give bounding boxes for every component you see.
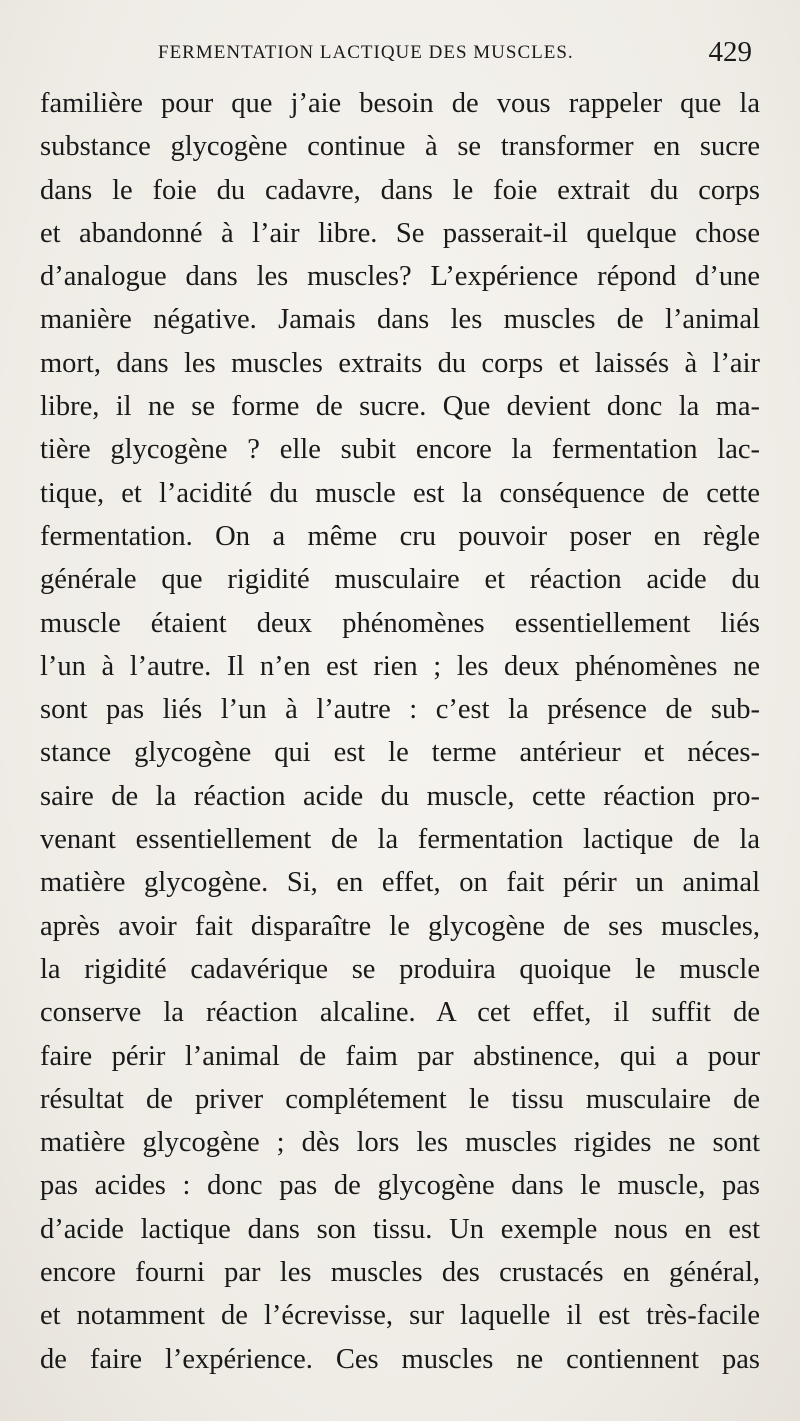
running-title: FERMENTATION LACTIQUE DES MUSCLES. — [158, 42, 574, 63]
text-line: la rigidité cadavérique se produira quoique le muscle — [40, 953, 760, 985]
text-line: venant essentiellement de la fermentation lactique de la — [40, 824, 760, 856]
text-line: fermentation. On a même cru pouvoir poser en règle — [40, 520, 760, 552]
running-head — [40, 36, 760, 72]
text-line: mort, dans les muscles extraits du corps et laissés à l’air — [40, 347, 760, 379]
text-line: et abandonné à l’air libre. Se passerait-il quelque chose — [40, 217, 760, 249]
text-line: de faire l’expérience. Ces muscles ne contiennent pas — [40, 1343, 760, 1375]
text-line: sont pas liés l’un à l’autre : c’est la présence de sub- — [40, 694, 760, 726]
text-line: résultat de priver complétement le tissu musculaire de — [40, 1083, 760, 1115]
text-line: l’un à l’autre. Il n’en est rien ; les deux phénomènes ne — [40, 650, 760, 682]
text-line: faire périr l’animal de faim par abstinence, qui a pour — [40, 1040, 760, 1072]
text-line: encore fourni par les muscles des crustacés en général, — [40, 1257, 760, 1289]
text-line: tique, et l’acidité du muscle est la conséquence de cette — [40, 477, 760, 509]
text-line: manière négative. Jamais dans les muscles de l’animal — [40, 304, 760, 336]
body-text — [40, 82, 760, 1381]
text-line: muscle étaient deux phénomènes essentiellement liés — [40, 607, 760, 639]
text-line: pas acides : donc pas de glycogène dans le muscle, pas — [40, 1170, 760, 1202]
text-line: générale que rigidité musculaire et réaction acide du — [40, 564, 760, 596]
text-line: tière glycogène ? elle subit encore la fermentation lac- — [40, 434, 760, 466]
text-line: libre, il ne se forme de sucre. Que devient donc la ma- — [40, 391, 760, 423]
text-line: d’acide lactique dans son tissu. Un exemple nous en est — [40, 1213, 760, 1245]
text-line: stance glycogène qui est le terme antérieur et néces- — [40, 737, 760, 769]
text-line: d’analogue dans les muscles? L’expérience répond d’une — [40, 261, 760, 293]
text-line: après avoir fait disparaître le glycogène de ses muscles, — [40, 910, 760, 942]
text-line: familière pour que j’aie besoin de vous rappeler que la — [40, 88, 760, 119]
text-line: et notamment de l’écrevisse, sur laquelle il est très-facile — [40, 1300, 760, 1332]
text-line: saire de la réaction acide du muscle, cette réaction pro- — [40, 780, 760, 812]
text-line: substance glycogène continue à se transformer en sucre — [40, 131, 760, 163]
text-line: matière glycogène ; dès lors les muscles rigides ne sont — [40, 1127, 760, 1159]
page-number: 429 — [708, 36, 752, 68]
text-line: dans le foie du cadavre, dans le foie extrait du corps — [40, 174, 760, 206]
text-line: matière glycogène. Si, en effet, on fait périr un animal — [40, 867, 760, 899]
text-line: conserve la réaction alcaline. A cet effet, il suffit de — [40, 997, 760, 1029]
